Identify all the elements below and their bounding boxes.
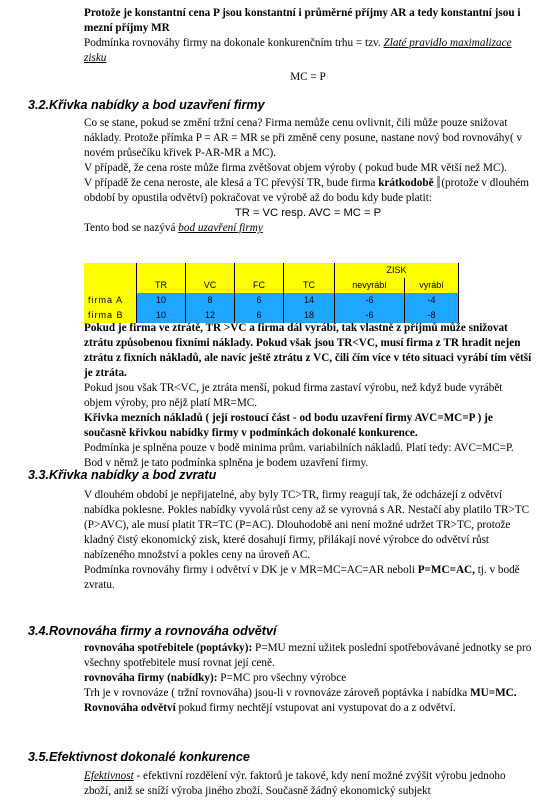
s32-p3-text-a: V případě že cena neroste, ale klesá a TC převýší TR, bude firma bbox=[84, 177, 376, 189]
row-label: firma A bbox=[84, 293, 137, 308]
table-cell: -4 bbox=[405, 293, 459, 308]
shutdown-point-line bbox=[84, 221, 532, 236]
table-header-row-2 bbox=[84, 278, 459, 293]
section-3-3-body bbox=[84, 488, 532, 593]
industry-equilibrium bbox=[84, 701, 532, 716]
s32-paragraph-4: Pokud je firma ve ztrátě, TR >VC a firma dál vyrábí, tak vlastně z příjmů může snižovat ztrátu způsobenou fixními náklady. Pokud však jsou TR<VC, musí firma z TR hradit nejen ztrátu z fixních nákladů, ale navíc ještě ztrátu z VC, čili čím více v této situaci vyrábí tím větší je ztráta. bbox=[84, 322, 532, 379]
firm-eq-text: P=MC pro všechny výrobce bbox=[220, 672, 347, 684]
col-header: FC bbox=[235, 278, 284, 293]
s32-paragraph-3 bbox=[84, 176, 532, 206]
table-header-row-1 bbox=[84, 263, 459, 278]
table-cell: -6 bbox=[335, 308, 405, 323]
equilibrium-condition bbox=[84, 36, 532, 66]
table-cell: -6 bbox=[335, 293, 405, 308]
market-eq-text: Trh je v rovnováze ( tržní rovnováha) jsou-li v rovnováze zároveň poptávka i nabídka bbox=[84, 687, 468, 699]
section-3-2-continued bbox=[84, 321, 532, 471]
s33-p2-tail: tj. v bodě zvratu. bbox=[84, 564, 520, 591]
golden-rule-term: Zlaté pravidlo maximalizace zisku bbox=[84, 37, 512, 64]
consumer-eq-label: rovnováha spotřebitele (poptávky): bbox=[84, 642, 253, 654]
col-header: nevyrábí bbox=[335, 278, 405, 293]
market-eq-formula: MU=MC. bbox=[470, 687, 517, 699]
table-cell: 8 bbox=[186, 293, 235, 308]
firm-equilibrium bbox=[84, 671, 532, 686]
table-cell: -8 bbox=[405, 308, 459, 323]
s33-p2-text: Podmínka rovnováhy firmy i odvětví v DK je v MR=MC=AC=AR neboli bbox=[84, 564, 415, 576]
col-header: vyrábí bbox=[405, 278, 459, 293]
heading-3-2: 3.2.Křivka nabídky a bod uzavření firmy bbox=[28, 98, 265, 112]
section-3-4-body bbox=[84, 641, 532, 716]
firm-eq-label: rovnováha firmy (nabídky): bbox=[84, 672, 218, 684]
s32-paragraph-2: V případě, že cena roste může firma zvětšovat objem výroby ( pokud bude MR větší než MC). bbox=[84, 162, 507, 174]
point-text: Tento bod se nazývá bbox=[84, 222, 176, 234]
industry-eq-text: pokud firmy nechtějí vstupovat ani vystupovat do a z odvětví. bbox=[178, 702, 456, 714]
s32-paragraph-6: Křivka mezních nákladů ( její rostoucí část - od bodu uzavření firmy AVC=MC=P ) je současně křivkou nabídky firmy v podmínkách dokonalé konkurence. bbox=[84, 412, 493, 439]
heading-3-5: 3.5.Efektivnost dokonalé konkurence bbox=[28, 750, 250, 764]
s33-paragraph-1: V dlouhém období je nepřijatelné, aby byly TC>TR, firmy reagují tak, že odcházejí z odvětví nabídka poklesne. Pokles nabídky vyvolá růst ceny až se vyrovná s AR. Nestačí aby platilo TR>TC (P>AVC), ale musí platit TR=TC (P=AC). Dlouhodobě ani není možné udržet TR>TC, protože kladný čistý ekonomický zisk, které dosahují firmy, přilákají nové výrobce do odvětví růst nabízeného množství a pokles ceny na úroveň AC. bbox=[84, 489, 530, 561]
table-cell: 10 bbox=[137, 308, 186, 323]
table-cell: 10 bbox=[137, 293, 186, 308]
market-equilibrium bbox=[84, 686, 532, 701]
efficiency-term: Efektivnost bbox=[84, 770, 134, 782]
consumer-equilibrium bbox=[84, 641, 532, 671]
heading-3-3: 3.3.Křivka nabídky a bod zvratu bbox=[28, 468, 217, 482]
table-cell: 14 bbox=[284, 293, 335, 308]
table-cell: 6 bbox=[235, 293, 284, 308]
efficiency-text: - efektivní rozdělení výr. faktorů je takové, kdy není možné zvýšit výrobu jednoho zboží, aniž se sníží výroba jiného zboží. Současně žádný ekonomický subjekt bbox=[84, 770, 506, 797]
col-header: VC bbox=[186, 278, 235, 293]
profit-table bbox=[84, 263, 459, 323]
s32-p3-text-c: (protože v dlouhém období by opustila odvětví) pokračovat ve výrobě až do bodu kdy bude platit: bbox=[84, 177, 529, 204]
table-cell: 18 bbox=[284, 308, 335, 323]
s32-paragraph-1: Co se stane, pokud se změní tržní cena? Firma nemůže cenu ovlivnit, čili může pouze snižovat náklady. Protože přímka P = AR = MR se při změně ceny posune, nastane nový bod rovnováhy( v novém průsečíku křivek P-AR-MR a MC). bbox=[84, 117, 523, 159]
cursor-mark bbox=[437, 176, 440, 188]
section-3-5-body bbox=[84, 769, 532, 799]
table-cell: 6 bbox=[235, 308, 284, 323]
condition-text: Podmínka rovnováhy firmy na dokonale konkurenčním trhu = tzv. bbox=[84, 37, 381, 49]
table-row bbox=[84, 293, 459, 308]
table-cell: 12 bbox=[186, 308, 235, 323]
s33-paragraph-2 bbox=[84, 563, 532, 593]
col-header: TC bbox=[284, 278, 335, 293]
intro-bold-line: Protože je konstantní cena P jsou konstantní i průměrné příjmy AR a tedy konstantní jsou i mezní příjmy MR bbox=[84, 7, 521, 34]
col-header: TR bbox=[137, 278, 186, 293]
s32-paragraph-7: Podmínka je splněna pouze v bodě minima prům. variabilních nákladů. Platí tedy: AVC=MC=P. Bod v němž je tato podmínka splněna je bodem uzavření firmy. bbox=[84, 442, 514, 469]
row-label: firma B bbox=[84, 308, 137, 323]
intro-block bbox=[84, 6, 532, 85]
formula-mc-p: MC = P bbox=[290, 71, 326, 83]
s32-equation: TR = VC resp. AVC = MC = P bbox=[234, 207, 382, 219]
industry-eq-label: Rovnováha odvětví bbox=[84, 702, 176, 714]
heading-3-4: 3.4.Rovnováha firmy a rovnováha odvětví bbox=[28, 624, 277, 638]
point-name: bod uzavření firmy bbox=[178, 222, 263, 234]
zisk-header: ZISK bbox=[335, 263, 459, 278]
efficiency-paragraph bbox=[84, 769, 532, 799]
section-3-2-body bbox=[84, 116, 532, 236]
s32-paragraph-5: Pokud jsou však TR<VC, je ztráta menší, pokud firma zastaví výrobu, než když bude vyrábět objem výroby, pro nějž platí MR=MC. bbox=[84, 382, 503, 409]
s33-p2-bold: P=MC=AC, bbox=[417, 564, 475, 576]
s32-p3-bold: krátkodobě bbox=[378, 177, 434, 189]
consumer-eq-text: P=MU mezní užitek poslední spotřebovávané jednotky se pro všechny spotřebitele musí rovnat její ceně. bbox=[84, 642, 532, 669]
